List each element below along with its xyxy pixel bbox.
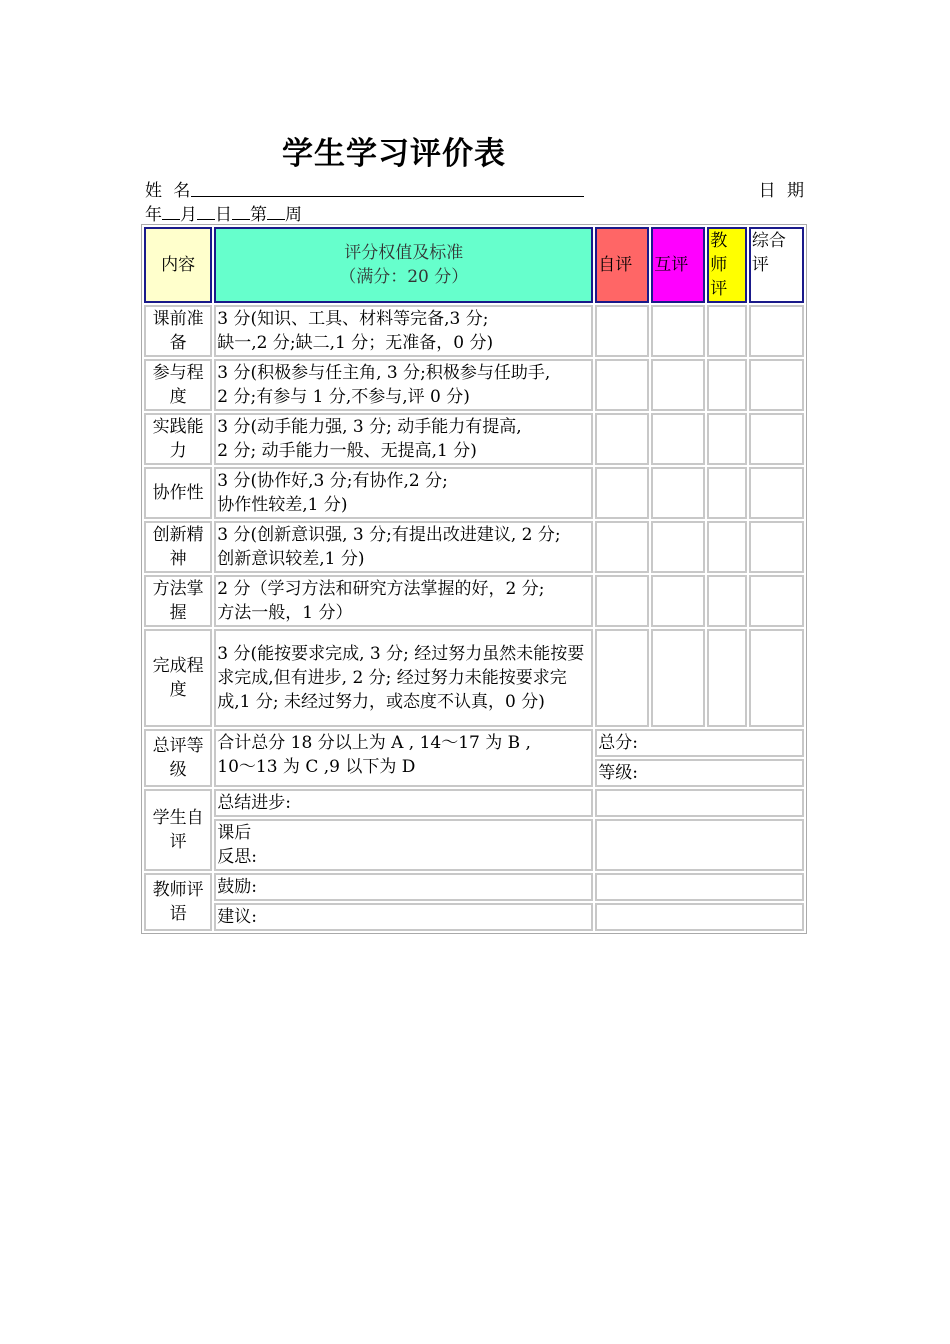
header-overall-eval: 综合评: [749, 227, 804, 303]
row-standard-line2: 2 分;有参与 1 分,不参与,评 0 分): [217, 387, 470, 407]
header-teacher-eval: 教 师 评: [707, 227, 747, 303]
peer-score-cell[interactable]: [651, 413, 705, 465]
row-standard-line1: 2 分（学习方法和研究方法掌握的好，2 分;: [217, 579, 545, 599]
self-score-cell[interactable]: [595, 521, 649, 573]
overall-score-cell[interactable]: [749, 413, 804, 465]
self-score-cell[interactable]: [595, 305, 649, 357]
peer-score-cell[interactable]: [651, 467, 705, 519]
self-score-cell[interactable]: [595, 575, 649, 627]
date-label: 日 期: [758, 181, 807, 201]
teacher-score-cell[interactable]: [707, 413, 747, 465]
progress-field[interactable]: [595, 789, 804, 817]
table-row-teacher-encourage: [144, 873, 804, 901]
date-week-prefix: 第: [250, 205, 267, 225]
grade-row-name: 总评等级: [144, 729, 212, 787]
suggest-field[interactable]: [595, 903, 804, 931]
grade-standard-line1: 合计总分 18 分以上为 A , 14～17 为 B ,: [217, 733, 531, 753]
reflect-label: [214, 819, 593, 871]
teacher-score-cell[interactable]: [707, 629, 747, 727]
row-standard-line2: 缺一,2 分;缺二,1 分；无准备，0 分): [217, 333, 494, 353]
overall-score-cell[interactable]: [749, 575, 804, 627]
teacher-score-cell[interactable]: [707, 467, 747, 519]
row-name: 实践能力: [144, 413, 212, 465]
row-standard-line1: 3 分(动手能力强, 3 分; 动手能力有提高,: [217, 417, 522, 437]
page-title: 学生学习评价表: [282, 136, 506, 172]
self-score-cell[interactable]: [595, 629, 649, 727]
header-self-eval: 自评: [595, 227, 649, 303]
name-blank[interactable]: [191, 196, 584, 197]
overall-score-cell[interactable]: [749, 521, 804, 573]
row-name: 完成程度: [144, 629, 212, 727]
table-row: [144, 359, 804, 411]
table-row-teacher-suggest: [144, 903, 804, 931]
self-score-cell[interactable]: [595, 359, 649, 411]
evaluation-table: [141, 224, 807, 934]
peer-score-cell[interactable]: [651, 305, 705, 357]
self-eval-row-name: 学生自评: [144, 789, 212, 871]
suggest-label: 建议:: [214, 903, 593, 931]
total-score-field[interactable]: 总分:: [595, 729, 804, 757]
header-standard-line1: 评分权值及标准: [344, 243, 464, 263]
row-standard-line2: 方法一般，1 分）: [217, 603, 353, 623]
row-standard-line2: 协作性较差,1 分): [217, 495, 348, 515]
row-standard: [214, 305, 593, 357]
table-row-grade-total: [144, 729, 804, 757]
overall-score-cell[interactable]: [749, 305, 804, 357]
row-name: 协作性: [144, 467, 212, 519]
teacher-comment-row-name: 教师评语: [144, 873, 212, 931]
self-score-cell[interactable]: [595, 467, 649, 519]
overall-score-cell[interactable]: [749, 359, 804, 411]
header-content: 内容: [144, 227, 212, 303]
table-row-completion: [144, 629, 804, 727]
table-row: [144, 467, 804, 519]
date-week: 周: [285, 205, 302, 225]
reflect-label-line1: 课后: [217, 823, 252, 843]
table-row: [144, 305, 804, 357]
self-score-cell[interactable]: [595, 413, 649, 465]
row-name: 参与程度: [144, 359, 212, 411]
row-standard-line2: 2 分; 动手能力一般、无提高,1 分): [217, 441, 477, 461]
grade-standard: [214, 729, 593, 787]
header-standard-line2: （满分：20 分）: [339, 267, 469, 287]
teacher-score-cell[interactable]: [707, 575, 747, 627]
teacher-score-cell[interactable]: [707, 359, 747, 411]
row-standard-line1: 3 分(知识、工具、材料等完备,3 分;: [217, 309, 489, 329]
name-label: 姓 名: [145, 181, 194, 201]
row-name: 方法掌握: [144, 575, 212, 627]
table-row: [144, 413, 804, 465]
table-header-row: [144, 227, 804, 303]
header-standard: [214, 227, 593, 303]
date-year: 年: [145, 205, 162, 225]
grade-level-field[interactable]: 等级:: [595, 759, 804, 787]
reflect-field[interactable]: [595, 819, 804, 871]
day-blank[interactable]: [197, 204, 215, 220]
encourage-field[interactable]: [595, 873, 804, 901]
table-row: [144, 575, 804, 627]
progress-label: 总结进步:: [214, 789, 593, 817]
row-standard: [214, 359, 593, 411]
name-line: [145, 176, 807, 200]
week-blank-2[interactable]: [267, 204, 285, 220]
date-month: 月: [180, 205, 197, 225]
date-line: [145, 200, 302, 225]
row-standard: [214, 575, 593, 627]
table-row-self-progress: [144, 789, 804, 817]
row-standard: [214, 467, 593, 519]
date-day: 日: [215, 205, 232, 225]
row-standard: [214, 521, 593, 573]
grade-standard-line2: 10～13 为 C ,9 以下为 D: [217, 757, 416, 777]
table-row: [144, 521, 804, 573]
row-standard-line2: 创新意识较差,1 分): [217, 549, 365, 569]
table-row-self-reflect: [144, 819, 804, 871]
peer-score-cell[interactable]: [651, 521, 705, 573]
overall-score-cell[interactable]: [749, 467, 804, 519]
row-standard-line1: 3 分(协作好,3 分;有协作,2 分;: [217, 471, 448, 491]
teacher-score-cell[interactable]: [707, 305, 747, 357]
row-name: 创新精神: [144, 521, 212, 573]
peer-score-cell[interactable]: [651, 359, 705, 411]
row-name: 课前准备: [144, 305, 212, 357]
row-standard: 3 分(能按要求完成, 3 分; 经过努力虽然未能按要求完成,但有进步, 2 分; 经过努力未能按要求完成,1 分; 未经过努力，或态度不认真，0 分): [214, 629, 593, 727]
row-standard-line1: 3 分(创新意识强, 3 分;有提出改进建议, 2 分;: [217, 525, 561, 545]
row-standard: [214, 413, 593, 465]
peer-score-cell[interactable]: [651, 575, 705, 627]
reflect-label-line2: 反思:: [217, 847, 257, 867]
week-blank-1[interactable]: [232, 204, 250, 220]
row-standard-line1: 3 分(积极参与任主角, 3 分;积极参与任助手,: [217, 363, 551, 383]
teacher-score-cell[interactable]: [707, 521, 747, 573]
header-peer-eval: 互评: [651, 227, 705, 303]
peer-score-cell[interactable]: [651, 629, 705, 727]
overall-score-cell[interactable]: [749, 629, 804, 727]
month-blank[interactable]: [162, 204, 180, 220]
encourage-label: 鼓励:: [214, 873, 593, 901]
